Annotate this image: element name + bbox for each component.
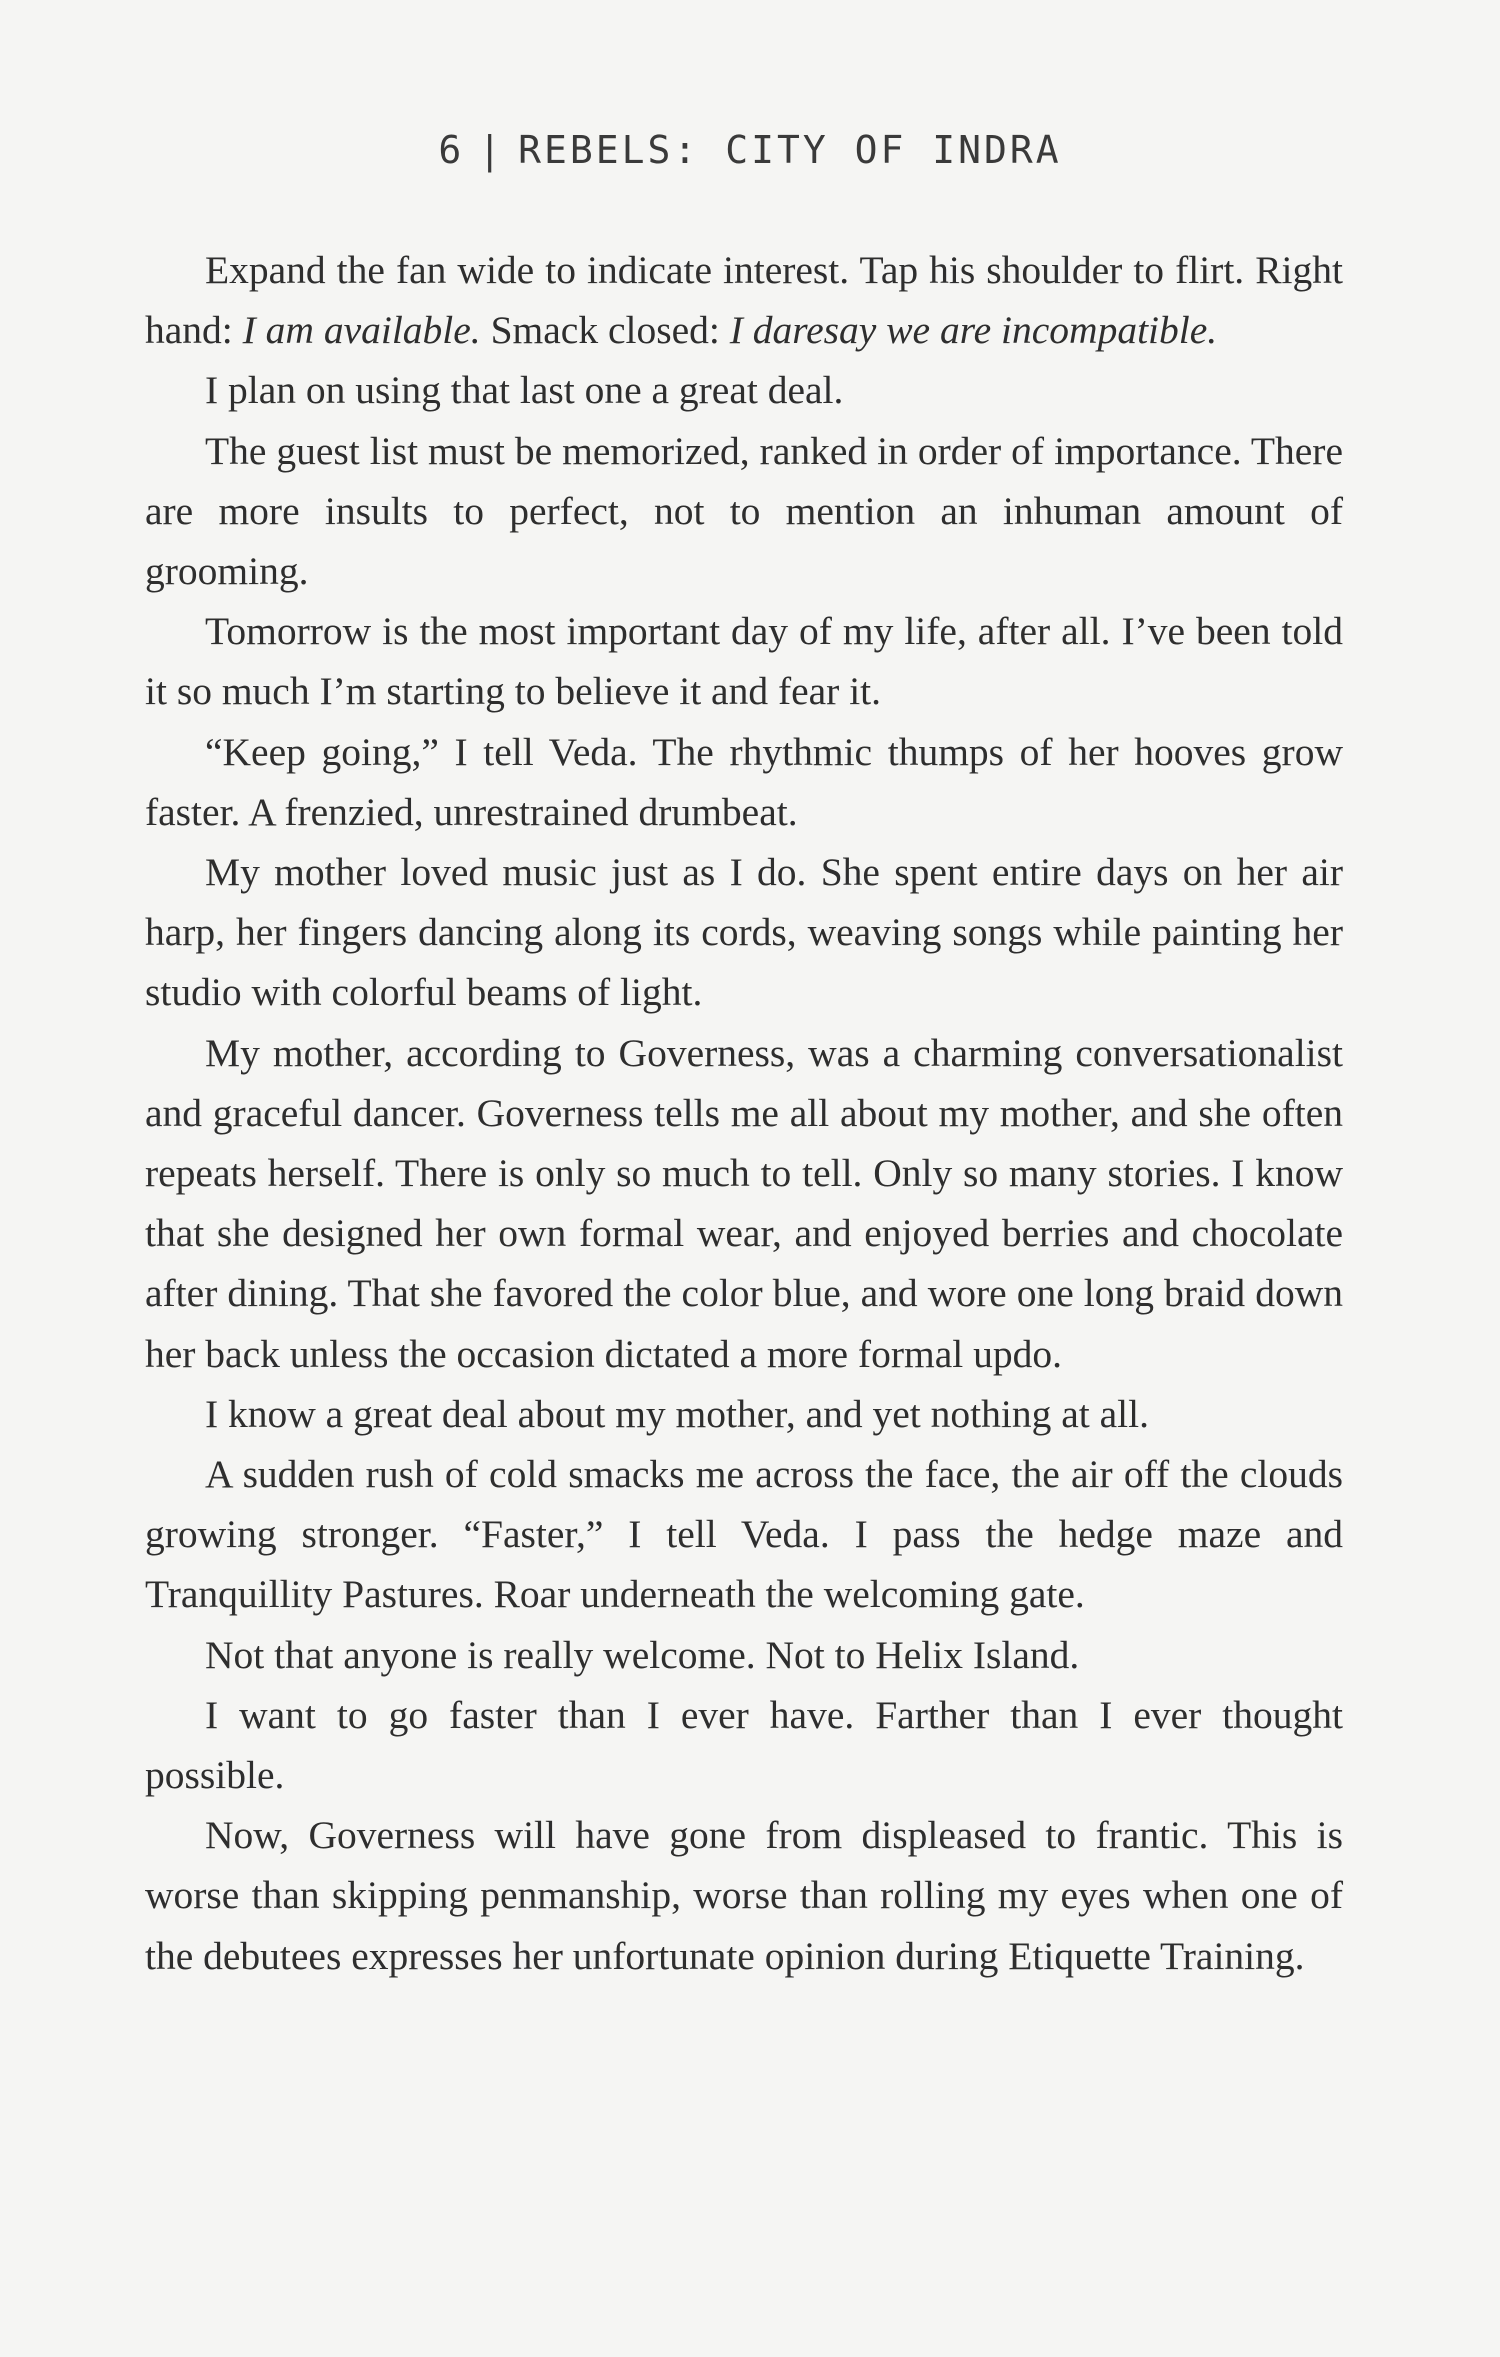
- text-run: Now, Governess will have gone from displeased to frantic. This is worse than skipping penmanship, worse than rolling my eyes when one of the debutees expresses her unfortunate opinion during Etiquette Training.: [145, 1813, 1343, 1978]
- text-run: A sudden rush of cold smacks me across the face, the air off the clouds growing stronger. “Faster,” I tell Veda. I pass the hedge maze and Tranquillity Pastures. Roar underneath the welcoming gate.: [145, 1452, 1343, 1617]
- paragraph: [145, 1805, 1343, 1986]
- header-separator: |: [478, 128, 505, 172]
- paragraph: [145, 421, 1343, 602]
- text-run: Expand the fan wide to indicate interest. Tap his shoulder to flirt. Right hand:: [145, 248, 1343, 353]
- paragraph: [145, 240, 1343, 360]
- running-head: [0, 128, 1500, 172]
- body-text: [145, 240, 1343, 1986]
- book-title: REBELS: CITY OF INDRA: [518, 128, 1062, 172]
- text-run: I want to go faster than I ever have. Farther than I ever thought possible.: [145, 1692, 1343, 1798]
- text-run: I plan on using that last one a great deal.: [205, 368, 844, 413]
- text-run: My mother, according to Governess, was a charming conversationalist and graceful dancer. Governess tells me all about my mother, and she often repeats herself. There is only so much to tell. Only so many stories. I know that she designed her own formal wear, and enjoyed berries and chocolate after dining. That she favored the color blue, and wore one long braid down her back unless the occasion dictated a more formal updo.: [145, 1030, 1343, 1376]
- paragraph: [145, 1685, 1343, 1805]
- text-run: Not that anyone is really welcome. Not to Helix Island.: [205, 1632, 1080, 1677]
- paragraph: [145, 1625, 1343, 1685]
- paragraph: [145, 1023, 1343, 1384]
- text-run: Tomorrow is the most important day of my life, after all. I’ve been told it so much I’m starting to believe it and fear it.: [145, 609, 1343, 714]
- text-run: My mother loved music just as I do. She spent entire days on her air harp, her fingers dancing along its cords, weaving songs while painting her studio with colorful beams of light.: [145, 850, 1343, 1015]
- paragraph: [145, 601, 1343, 721]
- paragraph: [145, 360, 1343, 420]
- italic-text: I daresay we are incompatible.: [729, 308, 1218, 353]
- paragraph: [145, 1444, 1343, 1625]
- paragraph: [145, 842, 1343, 1023]
- text-run: The guest list must be memorized, ranked in order of importance. There are more insults to perfect, not to mention an inhuman amount of grooming.: [145, 428, 1343, 594]
- paragraph: [145, 1384, 1343, 1444]
- text-run: I know a great deal about my mother, and yet nothing at all.: [205, 1391, 1149, 1436]
- italic-text: I am available.: [242, 308, 481, 353]
- paragraph: [145, 722, 1343, 842]
- text-run: Smack closed:: [480, 308, 730, 353]
- text-run: “Keep going,” I tell Veda. The rhythmic thumps of her hooves grow faster. A frenzied, unrestrained drumbeat.: [145, 729, 1343, 834]
- page-number: 6: [438, 128, 465, 172]
